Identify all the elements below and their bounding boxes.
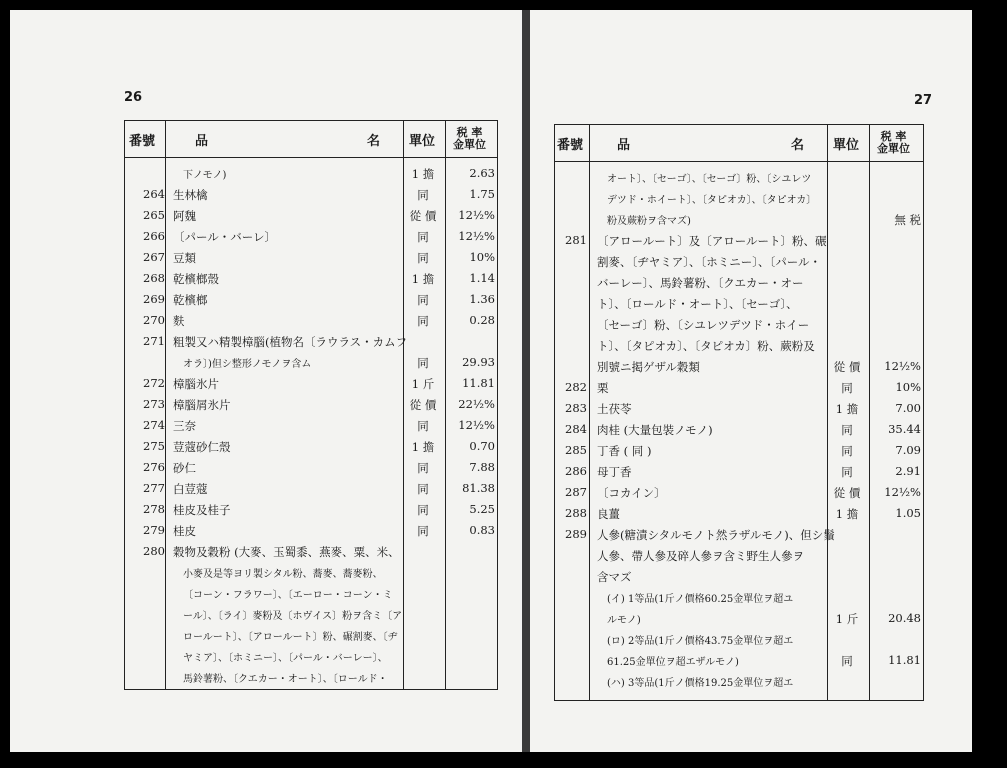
item-number: 287 xyxy=(565,485,587,499)
item-name: 〔コーン・フラワー〕、〔エーロー・コーン・ミ xyxy=(183,590,393,601)
table-row xyxy=(125,667,497,687)
book-gutter xyxy=(522,10,530,752)
item-number: 276 xyxy=(143,460,165,474)
item-unit: 1 斤 xyxy=(411,377,435,391)
item-name: (イ) 1等品(1斤ノ價格60.25金單位ヲ超ユ xyxy=(607,594,794,605)
item-name: ヤミア〕、〔ホミニー〕、〔パール・バーレー〕、 xyxy=(183,653,388,664)
item-name: 小麥及是等ヨリ製シタル粉、蕎麥、蕎麥粉、 xyxy=(183,569,383,580)
item-rate: 7.00 xyxy=(895,401,921,415)
item-name: 割麥、〔ヂヤミア〕、〔ホミニー〕、〔パール・ xyxy=(597,255,822,269)
item-rate: 11.81 xyxy=(462,376,495,390)
item-rate: 12½% xyxy=(884,359,921,373)
item-name: ト〕、〔タピオカ〕、〔タピオカ〕粉、蕨粉及 xyxy=(597,339,815,353)
item-number: 272 xyxy=(143,376,165,390)
table-row xyxy=(125,499,497,519)
item-name: 〔セーゴ〕粉、〔シユレツデツド・ホイー xyxy=(597,318,810,332)
item-rate: 10% xyxy=(895,380,921,394)
table-row xyxy=(125,352,497,372)
item-rate: 0.28 xyxy=(469,313,495,327)
item-unit: 1 擔 xyxy=(835,507,859,521)
item-name: 人參、帶人參及碎人參ヲ含ミ野生人參ヲ xyxy=(597,549,804,563)
item-rate: 5.25 xyxy=(469,502,495,516)
item-number: 281 xyxy=(565,233,587,247)
item-name: 下ノモノ) xyxy=(183,170,227,181)
item-name: 砂仁 xyxy=(173,461,196,475)
item-unit: 同 xyxy=(417,188,429,202)
item-rate: 0.83 xyxy=(469,523,495,537)
item-name: (ロ) 2等品(1斤ノ價格43.75金單位ヲ超エ xyxy=(607,636,794,647)
header-number: 番號 xyxy=(129,133,156,149)
header-name-right: 名 xyxy=(367,133,381,149)
item-number: 288 xyxy=(565,506,587,520)
table-row xyxy=(555,524,923,544)
item-name: 別號ニ掲ゲザル穀類 xyxy=(597,360,700,374)
item-unit: 同 xyxy=(841,465,853,479)
item-unit: 同 xyxy=(417,482,429,496)
table-row xyxy=(555,356,923,376)
table-row xyxy=(125,394,497,414)
item-rate: 1.14 xyxy=(469,271,495,285)
item-number: 285 xyxy=(565,443,587,457)
item-unit: 同 xyxy=(841,423,853,437)
table-row xyxy=(125,331,497,351)
item-name: 肉桂 (大量包裝ノモノ) xyxy=(597,423,713,437)
item-name: 良薑 xyxy=(597,507,620,521)
item-rate: 1.36 xyxy=(469,292,495,306)
item-name: 豆類 xyxy=(173,251,196,265)
header-unit: 單位 xyxy=(409,133,436,149)
item-name: オート〕、〔セーゴ〕、〔セーゴ〕粉、〔シユレツ xyxy=(607,174,812,185)
item-name: 母丁香 xyxy=(597,465,632,479)
tariff-table xyxy=(124,120,498,690)
tariff-table xyxy=(554,124,924,701)
item-rate: 2.63 xyxy=(469,166,495,180)
table-row xyxy=(555,209,923,229)
table-row xyxy=(125,478,497,498)
item-rate: 無 税 xyxy=(894,213,921,227)
item-number: 283 xyxy=(565,401,587,415)
table-row xyxy=(555,398,923,418)
item-name: 馬鈴薯粉、〔クエカー・オート〕、〔ロールド・ xyxy=(183,674,388,685)
item-name: ト〕、〔ロールド・オート〕、〔セーゴ〕、 xyxy=(597,297,798,311)
item-number: 271 xyxy=(143,334,165,348)
item-unit: 同 xyxy=(841,654,853,668)
item-rate: 10% xyxy=(469,250,495,264)
table-row xyxy=(555,230,923,250)
item-number: 267 xyxy=(143,250,165,264)
page-number: 27 xyxy=(914,93,933,108)
table-row xyxy=(555,629,923,649)
header-rate-top: 税 率 xyxy=(880,130,907,143)
item-name: 乾檳榔殼 xyxy=(173,272,219,286)
item-name: 桂皮及桂子 xyxy=(173,503,231,517)
table-row xyxy=(125,226,497,246)
item-unit: 1 擔 xyxy=(411,272,435,286)
item-number: 280 xyxy=(143,544,165,558)
item-unit: 同 xyxy=(417,314,429,328)
header-rate xyxy=(877,125,910,161)
item-name: 荳蔻砂仁殼 xyxy=(173,440,231,454)
table-row xyxy=(125,415,497,435)
item-unit: 1 擔 xyxy=(835,402,859,416)
item-name: 三奈 xyxy=(173,419,196,433)
table-row xyxy=(555,167,923,187)
item-name: ール〕、〔ライ〕麥粉及〔ホヴイス〕粉ヲ含ミ〔ア xyxy=(183,611,403,622)
item-number: 273 xyxy=(143,397,165,411)
item-number: 266 xyxy=(143,229,165,243)
item-name: (ハ) 3等品(1斤ノ價格19.25金單位ヲ超エ xyxy=(607,678,794,689)
item-unit: 同 xyxy=(417,419,429,433)
left-page xyxy=(10,10,524,752)
item-number: 274 xyxy=(143,418,165,432)
item-name: 阿魏 xyxy=(173,209,196,223)
item-name: ルモノ) xyxy=(607,615,641,626)
item-number: 284 xyxy=(565,422,587,436)
item-rate: 22½% xyxy=(458,397,495,411)
item-rate: 12½% xyxy=(458,229,495,243)
item-number: 277 xyxy=(143,481,165,495)
item-unit: 從 價 xyxy=(833,360,861,374)
table-row xyxy=(125,436,497,456)
item-rate: 12½% xyxy=(458,208,495,222)
item-unit: 同 xyxy=(417,230,429,244)
table-row xyxy=(125,310,497,330)
item-name: 土茯苓 xyxy=(597,402,632,416)
item-name: 丁香 ( 同 ) xyxy=(597,444,652,458)
table-row xyxy=(125,604,497,624)
table-row xyxy=(555,608,923,628)
item-name: 栗 xyxy=(597,381,609,395)
table-row xyxy=(555,587,923,607)
table-row xyxy=(555,440,923,460)
table-row xyxy=(555,314,923,334)
item-name: 乾檳榔 xyxy=(173,293,208,307)
item-name: 粉及蕨粉ヲ含マズ) xyxy=(607,216,691,227)
table-row xyxy=(555,545,923,565)
item-name: 61.25金單位ヲ超エザルモノ) xyxy=(607,657,739,668)
table-row xyxy=(555,671,923,691)
item-rate: 12½% xyxy=(458,418,495,432)
item-number: 268 xyxy=(143,271,165,285)
item-rate: 29.93 xyxy=(462,355,495,369)
table-row xyxy=(555,293,923,313)
item-unit: 1 斤 xyxy=(835,612,859,626)
item-unit: 從 價 xyxy=(409,209,437,223)
item-name: 麩 xyxy=(173,314,185,328)
item-name: 〔パール・バーレ〕 xyxy=(173,230,277,244)
table-row xyxy=(125,268,497,288)
item-number: 270 xyxy=(143,313,165,327)
item-number: 278 xyxy=(143,502,165,516)
header-rate-bottom: 金單位 xyxy=(453,138,486,151)
item-name: 樟腦氷片 xyxy=(173,377,219,391)
item-rate: 0.70 xyxy=(469,439,495,453)
item-number: 264 xyxy=(143,187,165,201)
table-row xyxy=(125,562,497,582)
item-unit: 同 xyxy=(417,293,429,307)
item-name: バーレー〕、馬鈴薯粉、〔クエカー・オー xyxy=(597,276,804,290)
header-unit: 單位 xyxy=(833,137,860,153)
item-name: 生林檎 xyxy=(173,188,208,202)
table-row xyxy=(125,163,497,183)
table-row xyxy=(555,251,923,271)
item-rate: 11.81 xyxy=(888,653,921,667)
header-name-left: 品 xyxy=(195,133,209,149)
table-row xyxy=(125,520,497,540)
table-row xyxy=(555,566,923,586)
table-row xyxy=(125,205,497,225)
item-rate: 2.91 xyxy=(895,464,921,478)
item-name: オラ〕)但シ整形ノモノヲ含ム xyxy=(183,359,312,370)
table-row xyxy=(125,646,497,666)
item-unit: 同 xyxy=(841,444,853,458)
table-row xyxy=(125,541,497,561)
item-rate: 7.09 xyxy=(895,443,921,457)
table-row xyxy=(555,650,923,670)
table-row xyxy=(555,419,923,439)
item-unit: 同 xyxy=(841,381,853,395)
item-number: 282 xyxy=(565,380,587,394)
table-row xyxy=(555,461,923,481)
item-rate: 20.48 xyxy=(888,611,921,625)
item-rate: 12½% xyxy=(884,485,921,499)
item-number: 269 xyxy=(143,292,165,306)
right-page xyxy=(530,10,972,752)
table-row xyxy=(125,289,497,309)
item-name: 桂皮 xyxy=(173,524,196,538)
item-name: 人參(糖漬シタルモノト然ラザルモノ)、但シ鬚 xyxy=(597,528,835,542)
item-number: 265 xyxy=(143,208,165,222)
item-name: 穀物及穀粉 (大麥、玉蜀黍、燕麥、粟、米、 xyxy=(173,545,400,559)
item-number: 275 xyxy=(143,439,165,453)
item-name: 含マズ xyxy=(597,570,632,584)
item-rate: 81.38 xyxy=(462,481,495,495)
table-row xyxy=(555,188,923,208)
item-unit: 同 xyxy=(417,524,429,538)
header-rate-top: 税 率 xyxy=(456,126,483,139)
item-unit: 從 價 xyxy=(833,486,861,500)
item-unit: 同 xyxy=(417,503,429,517)
item-rate: 7.88 xyxy=(469,460,495,474)
item-name: ロールート〕、〔アロールート〕粉、碾割麥、〔ヂ xyxy=(183,632,398,643)
table-row xyxy=(555,482,923,502)
header-name-right: 名 xyxy=(791,137,805,153)
item-rate: 35.44 xyxy=(888,422,921,436)
item-name: 〔アロールート〕及〔アロールート〕粉、碾 xyxy=(597,234,827,248)
table-row xyxy=(125,457,497,477)
item-rate: 1.75 xyxy=(469,187,495,201)
item-rate: 1.05 xyxy=(895,506,921,520)
table-row xyxy=(125,184,497,204)
page-number: 26 xyxy=(124,90,143,105)
item-unit: 1 擔 xyxy=(411,167,435,181)
item-name: 粗製又ハ精製樟腦(植物名〔ラウラス・カムフ xyxy=(173,335,408,349)
table-row xyxy=(125,247,497,267)
item-unit: 同 xyxy=(417,461,429,475)
header-number: 番號 xyxy=(557,137,584,153)
header-name-left: 品 xyxy=(617,137,631,153)
item-unit: 從 價 xyxy=(409,398,437,412)
table-row xyxy=(555,335,923,355)
item-name: 白荳蔻 xyxy=(173,482,208,496)
item-unit: 1 擔 xyxy=(411,440,435,454)
table-row xyxy=(125,583,497,603)
item-number: 279 xyxy=(143,523,165,537)
table-row xyxy=(125,373,497,393)
table-row xyxy=(555,272,923,292)
item-number: 286 xyxy=(565,464,587,478)
header-rate-bottom: 金單位 xyxy=(877,142,910,155)
table-row xyxy=(555,377,923,397)
item-name: 樟腦屑氷片 xyxy=(173,398,231,412)
item-name: デツド・ホイート〕、〔タピオカ〕、〔タピオカ〕 xyxy=(607,195,817,206)
item-unit: 同 xyxy=(417,251,429,265)
item-name: 〔コカイン〕 xyxy=(597,486,666,500)
item-number: 289 xyxy=(565,527,587,541)
item-unit: 同 xyxy=(417,356,429,370)
table-row xyxy=(125,625,497,645)
header-rate xyxy=(453,121,486,157)
table-row xyxy=(555,503,923,523)
